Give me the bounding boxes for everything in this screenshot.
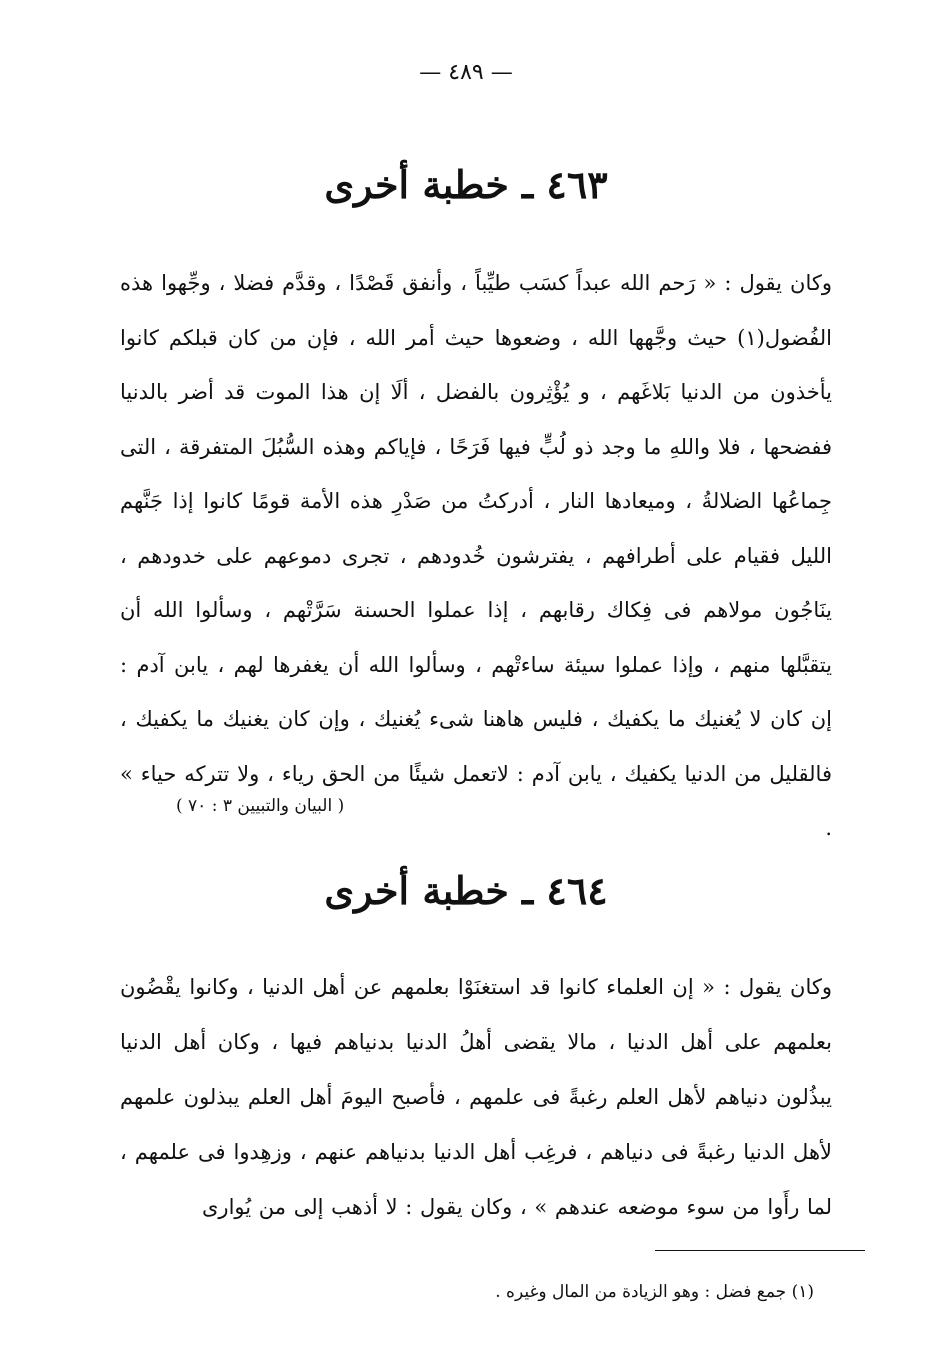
section-body-464: وكان يقول : « إن العلماء كانوا قد استغنَوْا بعلمهم عن أهل الدنيا ، وكانوا يقْضُون بعلمهم على أهل الدنيا ، مالا يقضى أهلُ الدنيا بدنياهم فيها ، وكان أهل الدنيا يبذُلون دنياهم لأهل العلم رغبةً فى علمهم ، فأصبح اليومَ أهل العلم يبذلون علمهم لأهل الدنيا رغبةً فى دنياهم ، فرغِب أهل الدنيا بدنياهم عنهم ، وزهِدوا فى علمهم ، لما رأَوا من سوء موضعه عندهم » ، وكان يقول : لا أذهب إلى من يُوارى: [120, 975, 832, 1219]
section-title-463: ٤٦٣ ـ خطبة أخرى: [324, 162, 608, 207]
section-title-464: ٤٦٤ ـ خطبة أخرى: [324, 868, 608, 913]
page-number: — ٤٨٩ —: [419, 60, 513, 85]
footnote: (١) جمع فضل : وهو الزيادة من المال وغيره .: [495, 1282, 814, 1302]
source-citation: ( البيان والتبيين ٣ : ٧٠ ): [176, 796, 345, 816]
section-body-463: وكان يقول : « رَحم الله عبداً كسَب طيِّباً ، وأنفق قَصْدًا ، وقدَّم فضلا ، وجِّهوا هذه الفُضول(١) حيث وجَّهها الله ، وضعوها حيث أمر الله ، فإن من كان قبلكم كانوا يأخذون من الدنيا بَلاغَهم ، و يُؤْثِرون بالفضل ، ألَا إن هذا الموت قد أضر بالدنيا ففضحها ، فلا واللهِ ما وجد ذو لُبٍّ فيها فَرَحًا ، فإياكم وهذه السُّبُلَ المتفرقة ، التى جِماعُها الضلالةُ ، وميعادها النار ، أدركتُ من صَدْرِ هذه الأمة قومًا كانوا إذا جَنَّهم الليل فقيام على أطرافهم ، يفترشون خُدودهم ، تجرى دموعهم على خدودهم ، ينَاجُون مولاهم فى فِكاك رقابهم ، إذا عملوا الحسنة سَرَّتْهم ، وسألوا الله أن يتقبَّلها منهم ، وإذا عملوا سيئة ساءتْهم ، وسألوا الله أن يغفرها لهم ، يابن آدم : إن كان لا يُغنيك ما يكفيك ، فليس هاهنا شىء يُغنيك ، وإن كان يغنيك ما يكفيك ، فالقليل من الدنيا يكفيك ، يابن آدم : لاتعمل شيئًا من الحق رياء ، ولا تتركه حياء » .: [120, 271, 832, 840]
footnote-divider: [655, 1250, 865, 1251]
